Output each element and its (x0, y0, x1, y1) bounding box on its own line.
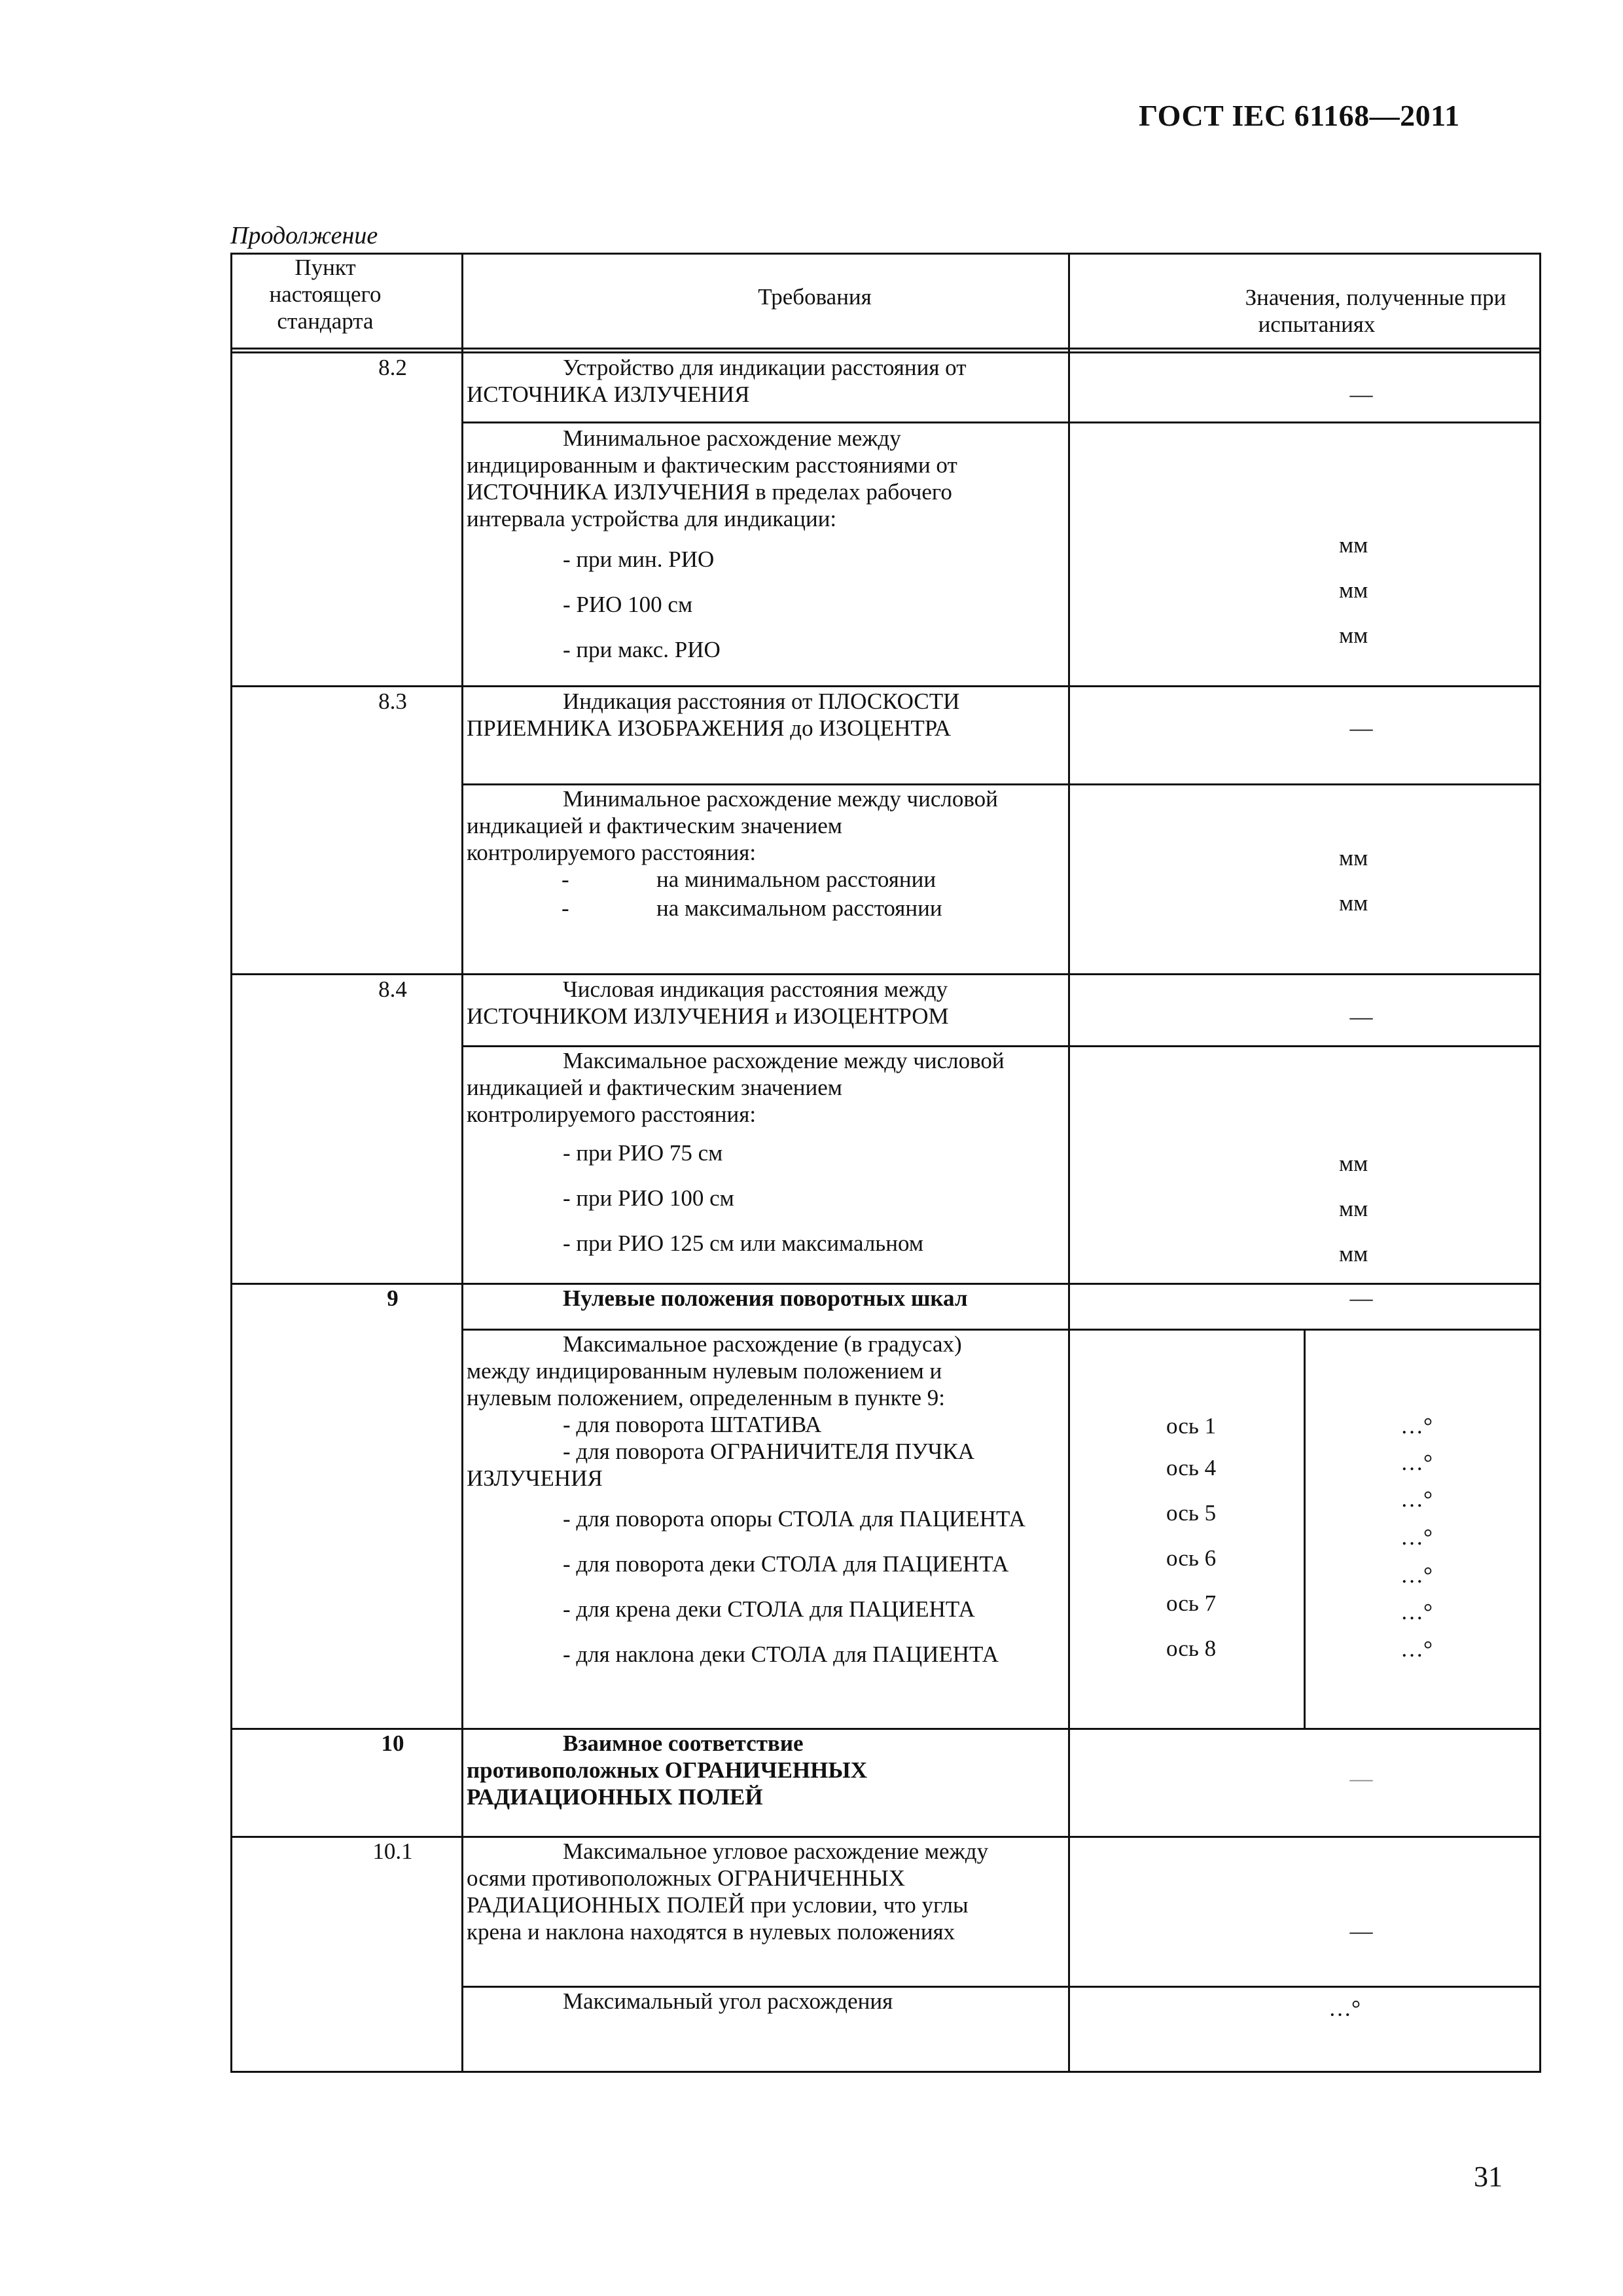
desc-8-4-line: Максимальное расхождение между числовой (563, 1048, 1005, 1073)
item-9: - для крена деки СТОЛА для ПАЦИЕНТА (563, 1596, 975, 1622)
title-10-line: Взаимное соответствие (563, 1731, 804, 1756)
title-8-3-line1: Индикация расстояния от ПЛОСКОСТИ (563, 689, 960, 714)
degree-value: …° (1400, 1636, 1433, 1662)
item-9: - для поворота опоры СТОЛА для ПАЦИЕНТА (563, 1506, 1026, 1532)
title-8-3-line2: ПРИЕМНИКА ИЗОБРАЖЕНИЯ до ИЗОЦЕНТРА (467, 715, 951, 741)
header-clause-line: стандарта (277, 308, 374, 334)
axis-label: ось 4 (1166, 1455, 1217, 1480)
dash-8-3: - (562, 867, 569, 892)
header-values (1068, 284, 1623, 338)
desc-9-line: нулевым положением, определенным в пункте 9: (467, 1385, 946, 1410)
unit-8-4: мм (1339, 1196, 1368, 1221)
degree-value: …° (1400, 1524, 1433, 1550)
page-number: 31 (1474, 2161, 1503, 2193)
header-separator-second (230, 351, 1541, 353)
header-values-line: испытаниях (1258, 312, 1376, 337)
desc-8-3-line: индикацией и фактическим значением (467, 813, 842, 838)
header-clause (230, 254, 420, 334)
item-9: - для поворота ОГРАНИЧИТЕЛЯ ПУЧКА (563, 1439, 974, 1464)
clause-8-2: 8.2 (378, 355, 407, 380)
unit-8-2: мм (1339, 532, 1368, 558)
value-10-title: — (1349, 1766, 1373, 1791)
title-8-4-line2: ИСТОЧНИКОМ ИЗЛУЧЕНИЯ и ИЗОЦЕНТРОМ (467, 1003, 949, 1029)
desc-10-1-line: осями противоположных ОГРАНИЧЕННЫХ (467, 1865, 906, 1891)
unit-8-2: мм (1339, 622, 1368, 648)
desc-8-2-line: интервала устройства для индикации: (467, 506, 837, 531)
degree-value: …° (1400, 1413, 1433, 1439)
title-9: Нулевые положения поворотных шкал (563, 1285, 968, 1311)
header-separator (230, 348, 1541, 350)
item-8-3: на максимальном расстоянии (656, 895, 942, 921)
header-requirements: Требования (758, 284, 872, 310)
row-separator (230, 685, 1541, 687)
item-8-2: - при макс. РИО (563, 637, 721, 662)
degree-value: …° (1400, 1450, 1433, 1475)
desc-10-1-line: Максимальное угловое расхождение между (563, 1839, 989, 1864)
desc-8-3-line: Минимальное расхождение между числовой (563, 786, 998, 812)
column-divider-axes (1304, 1329, 1306, 1729)
unit-8-2: мм (1339, 577, 1368, 603)
item-10-1: Максимальный угол расхождения (563, 1988, 893, 2014)
value-8-2-title: — (1349, 382, 1373, 407)
title-10-line: РАДИАЦИОННЫХ ПОЛЕЙ (467, 1784, 763, 1810)
dash-8-3: - (562, 895, 569, 921)
value-8-3-title: — (1349, 715, 1373, 741)
item-8-3: на минимальном расстоянии (656, 867, 936, 892)
item-9: - для поворота ШТАТИВА (563, 1412, 822, 1437)
value-10-1-angle: …° (1329, 1996, 1361, 2021)
item-8-4: - при РИО 125 см или максимальном (563, 1230, 923, 1256)
axis-label: ось 6 (1166, 1545, 1217, 1571)
desc-8-2-line: Минимальное расхождение между (563, 425, 901, 451)
clause-9: 9 (387, 1285, 399, 1311)
column-divider-values (1068, 253, 1070, 2073)
desc-8-4-line: индикацией и фактическим значением (467, 1075, 842, 1100)
degree-value: …° (1400, 1599, 1433, 1624)
axis-label: ось 8 (1166, 1636, 1217, 1661)
table-border-top (230, 253, 1541, 255)
table-border-left (230, 253, 232, 2073)
item-8-2: - при мин. РИО (563, 547, 715, 572)
clause-10-1: 10.1 (372, 1839, 413, 1864)
title-8-2-line1 (563, 354, 1029, 381)
title-10-line: противоположных ОГРАНИЧЕННЫХ (467, 1757, 868, 1783)
clause-8-3: 8.3 (378, 689, 407, 714)
desc-9-line: между индицированным нулевым положением и (467, 1358, 942, 1384)
column-divider-clause (461, 253, 463, 2073)
unit-8-3: мм (1339, 845, 1368, 870)
title-8-4-line1: Числовая индикация расстояния между (563, 977, 948, 1002)
desc-8-3-line: контролируемого расстояния: (467, 840, 757, 865)
item-9: - для наклона деки СТОЛА для ПАЦИЕНТА (563, 1641, 999, 1667)
desc-8-4-line: контролируемого расстояния: (467, 1102, 757, 1127)
desc-9-line: Максимальное расхождение (в градусах) (563, 1331, 962, 1357)
unit-8-4: мм (1339, 1241, 1368, 1266)
desc-8-2-line: индицированным и фактическим расстояниями от (467, 452, 957, 478)
unit-8-4: мм (1339, 1151, 1368, 1176)
degree-value: …° (1400, 1486, 1433, 1512)
item-9: ИЗЛУЧЕНИЯ (467, 1465, 603, 1491)
document-header: ГОСТ IEC 61168—2011 (1139, 99, 1460, 132)
value-8-4-title: — (1349, 1004, 1373, 1030)
axis-label: ось 1 (1166, 1413, 1217, 1439)
header-clause-line: Пункт (294, 255, 356, 280)
axis-label: ось 7 (1166, 1590, 1217, 1616)
subrow-separator (461, 422, 1541, 423)
desc-10-1-line: крена и наклона находятся в нулевых положениях (467, 1919, 955, 1945)
item-8-4: - при РИО 100 см (563, 1185, 734, 1211)
value-10-1: — (1349, 1918, 1373, 1944)
title-text: Устройство для индикации расстояния от (563, 355, 967, 380)
degree-value: …° (1400, 1562, 1433, 1588)
desc-10-1-line: РАДИАЦИОННЫХ ПОЛЕЙ при условии, что углы (467, 1892, 969, 1918)
row-separator (230, 1728, 1541, 1730)
item-9: - для поворота деки СТОЛА для ПАЦИЕНТА (563, 1551, 1009, 1577)
unit-8-3: мм (1339, 890, 1368, 916)
item-8-2: - РИО 100 см (563, 592, 693, 617)
clause-8-4: 8.4 (378, 977, 407, 1002)
axis-label: ось 5 (1166, 1500, 1217, 1526)
row-separator (230, 973, 1541, 975)
table-border-right (1539, 253, 1541, 2073)
clause-10: 10 (381, 1731, 404, 1756)
item-8-4: - при РИО 75 см (563, 1140, 723, 1166)
header-clause-line: настоящего (269, 281, 382, 307)
title-8-2-line2: ИСТОЧНИКА ИЗЛУЧЕНИЯ (467, 382, 750, 407)
desc-8-2-line: ИСТОЧНИКА ИЗЛУЧЕНИЯ в пределах рабочего (467, 479, 952, 505)
continuation-label: Продолжение (230, 222, 378, 249)
value-9-title: — (1349, 1285, 1373, 1311)
table-border-bottom (230, 2071, 1541, 2073)
header-values-line: Значения, полученные при (1245, 285, 1507, 310)
